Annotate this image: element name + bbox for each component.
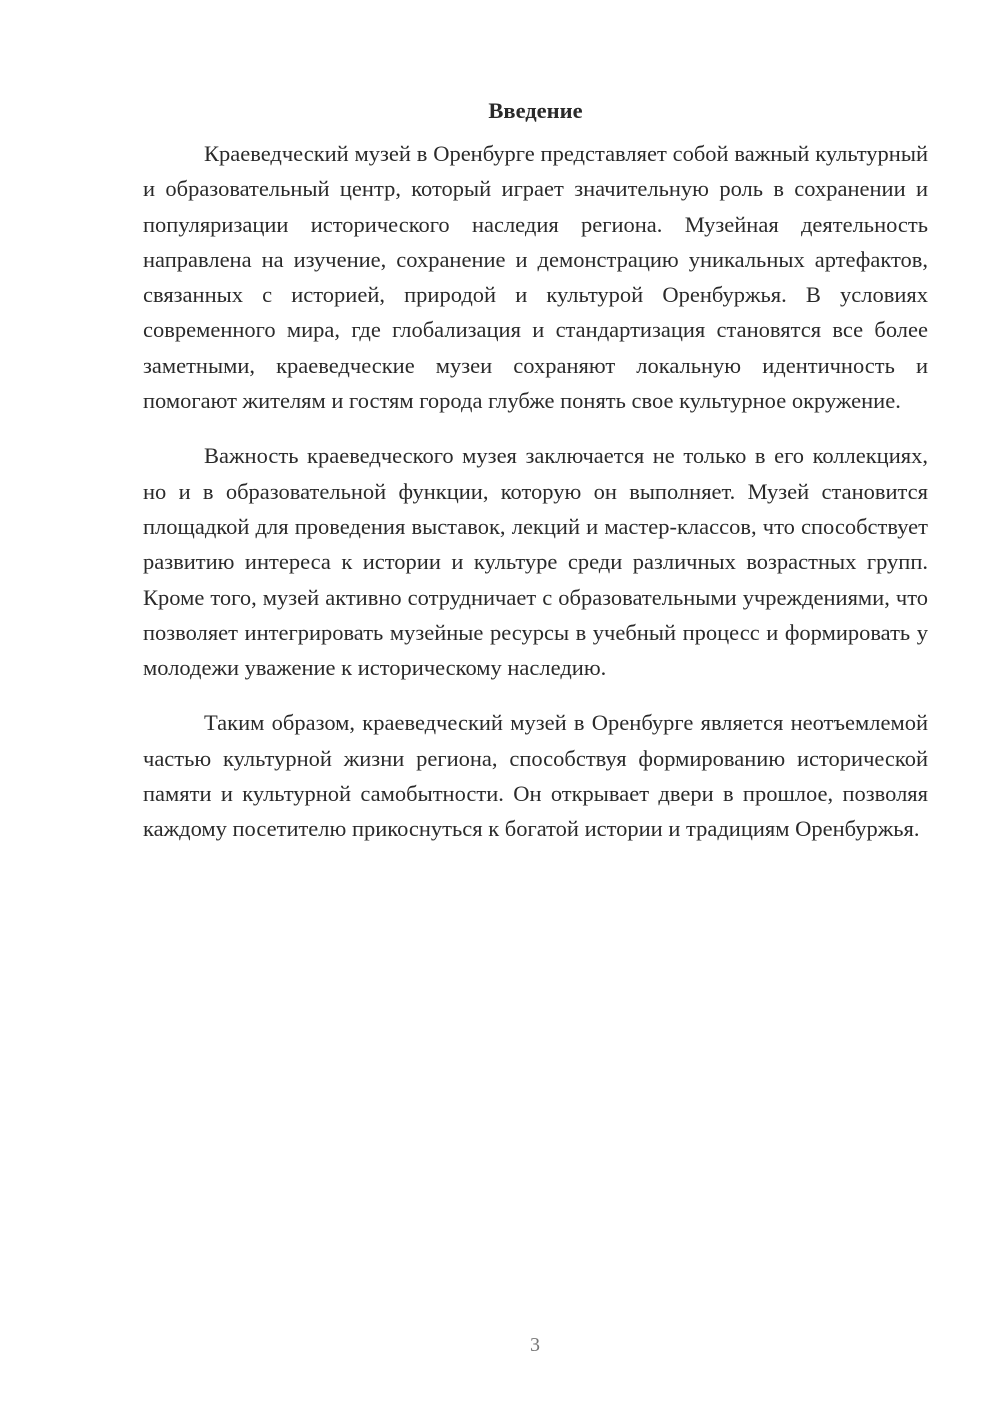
section-heading: Введение (488, 98, 583, 123)
page-number: 3 (530, 1334, 540, 1356)
paragraph-3: Таким образом, краеведческий музей в Оренбурге является неотъемлемой частью культурной жизни региона, способствуя формированию исторической памяти и культурной самобытности. Он открывает двери в прошлое, позволяя каждому посетителю прикоснуться к богатой истории и традициям Оренбуржья. (143, 710, 928, 842)
paragraph-2: Важность краеведческого музея заключается не только в его коллекциях, но и в образовательной функции, которую он выполняет. Музей становится площадкой для проведения выставок, лекций и мастер-классов, что способствует развитию интереса к истории и культуре среди различных возрастных групп. Кроме того, музей активно сотрудничает с образовательными учреждениями, что позволяет интегрировать музейные ресурсы в учебный процесс и формировать у молодежи уважение к историческому наследию. (143, 443, 928, 681)
paragraph-1: Краеведческий музей в Оренбурге представляет собой важный культурный и образовательный центр, который играет значительную роль в сохранении и популяризации исторического наследия региона. Музейная деятельность направлена на изучение, сохранение и демонстрацию уникальных артефактов, связанных с историей, природой и культурой Оренбуржья. В условиях современного мира, где глобализация и стандартизация становятся все более заметными, краеведческие музеи сохраняют локальную идентичность и помогают жителям и гостям города глубже понять свое культурное окружение. (143, 141, 928, 414)
page-content (143, 96, 928, 867)
